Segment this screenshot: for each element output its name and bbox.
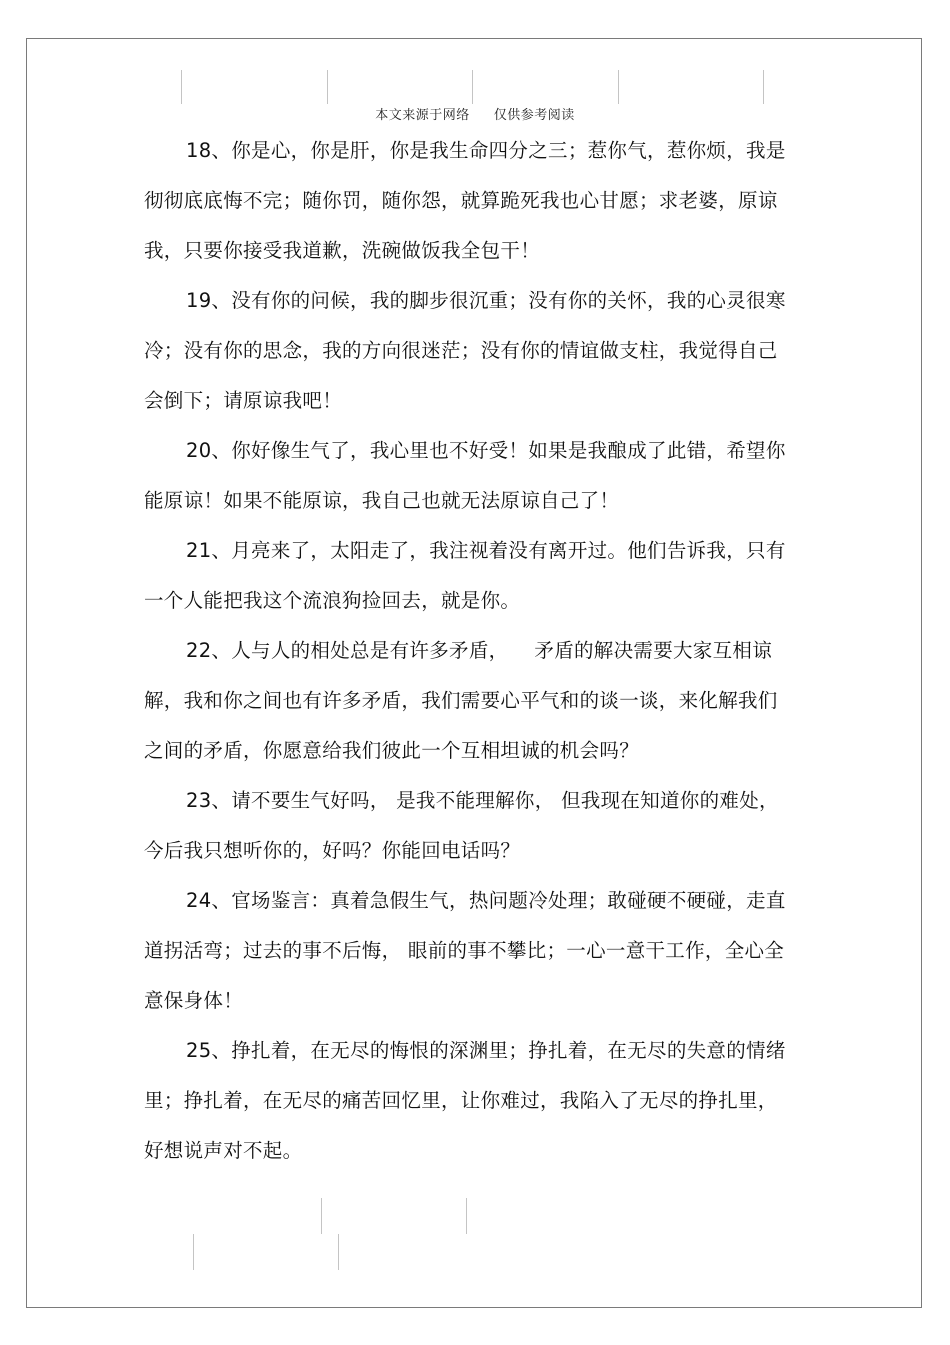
paragraph-21: 21、月亮来了，太阳走了，我注视着没有离开过。他们告诉我，只有一个人能把我这个流浪狗捡回去，就是你。 — [144, 539, 786, 612]
guide-line — [193, 1234, 194, 1270]
guide-line — [181, 70, 182, 104]
paragraph-20: 20、你好像生气了，我心里也不好受！如果是我酿成了此错，希望你能原谅！如果不能原谅，我自己也就无法原谅自己了！ — [144, 439, 786, 512]
guide-line — [466, 1198, 467, 1234]
paragraph-24: 24、官场鉴言：真着急假生气，热问题冷处理；敢碰硬不硬碰，走直道拐活弯；过去的事不后悔， 眼前的事不攀比；一心一意干工作，全心全意保身体！ — [144, 889, 786, 1012]
guide-line — [618, 70, 619, 104]
guide-line — [338, 1234, 339, 1270]
page-header — [0, 104, 950, 123]
paragraph-18: 18、你是心，你是肝，你是我生命四分之三；惹你气，惹你烦，我是彻彻底底悔不完；随你罚，随你怨，就算跪死我也心甘愿；求老婆，原谅我，只要你接受我道歉，洗碗做饭我全包干！ — [144, 139, 786, 262]
paragraph-23: 23、请不要生气好吗， 是我不能理解你， 但我现在知道你的难处，今后我只想听你的，好吗？你能回电话吗？ — [144, 789, 779, 862]
paragraph-19: 19、没有你的问候，我的脚步很沉重；没有你的关怀，我的心灵很寒冷；没有你的思念，我的方向很迷茫；没有你的情谊做支柱，我觉得自己会倒下；请原谅我吧！ — [144, 289, 786, 412]
document-body — [144, 126, 794, 1176]
header-reference-note: 仅供参考阅读 — [493, 108, 575, 123]
header-source-note: 本文来源于网络 — [375, 108, 470, 123]
paragraph-25: 25、挣扎着，在无尽的悔恨的深渊里；挣扎着，在无尽的失意的情绪里；挣扎着，在无尽的痛苦回忆里，让你难过，我陷入了无尽的挣扎里，好想说声对不起。 — [144, 1039, 786, 1162]
guide-line — [327, 70, 328, 104]
paragraph-22: 22、人与人的相处总是有许多矛盾， 矛盾的解决需要大家互相谅解，我和你之间也有许多矛盾，我们需要心平气和的谈一谈，来化解我们之间的矛盾，你愿意给我们彼此一个互相坦诚的机会吗？ — [144, 639, 778, 762]
guide-line — [472, 70, 473, 104]
guide-line — [763, 70, 764, 104]
guide-line — [321, 1198, 322, 1234]
